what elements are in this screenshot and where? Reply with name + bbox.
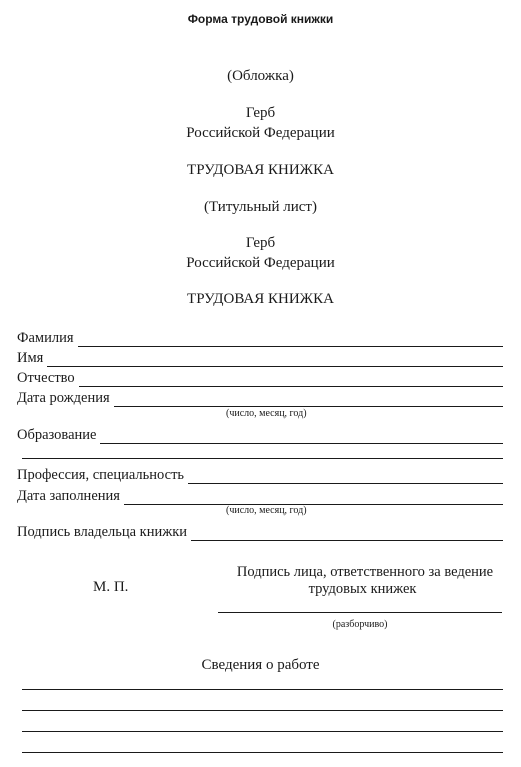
cover-emblem-line2: Российской Федерации [186,125,335,141]
patronymic-label: Отчество [17,370,75,386]
title-page-emblem-line2: Российской Федерации [186,255,335,271]
page-header: Форма трудовой книжки [187,12,334,26]
education-field-line [100,429,503,444]
cover-emblem-line1: Герб [245,105,276,121]
profession-row [17,464,503,484]
stamp-mark: М. П. [93,579,129,595]
work-line-4 [22,752,503,753]
work-section-title: Сведения о работе [201,657,320,673]
surname-row [17,327,503,347]
profession-label: Профессия, специальность [17,467,185,483]
birth-date-field-line [114,392,503,407]
birth-date-hint: (число, месяц, год) [226,408,307,419]
surname-field-line [78,332,504,347]
owner-signature-row [17,521,503,541]
patronymic-field-line [79,372,503,387]
work-line-1 [22,689,503,690]
name-field-line [47,352,503,367]
title-page-caption: (Титульный лист) [204,199,317,215]
work-line-2 [22,710,503,711]
name-row [17,347,503,367]
surname-label: Фамилия [17,330,74,346]
birth-date-label: Дата рождения [17,390,110,406]
responsible-line2: трудовых книжек [308,581,417,597]
birth-date-row [17,387,503,407]
education-row [17,424,503,444]
education-extra-line [22,458,503,459]
cover-title: ТРУДОВАЯ КНИЖКА [187,162,334,178]
owner-signature-field-line [191,526,503,541]
title-page-emblem-line1: Герб [245,235,276,251]
fill-date-field-line [124,490,503,505]
fill-date-hint: (число, месяц, год) [226,505,307,516]
title-page-title: ТРУДОВАЯ КНИЖКА [187,291,334,307]
patronymic-row [17,367,503,387]
cover-caption: (Обложка) [227,68,294,84]
fill-date-label: Дата заполнения [17,488,120,504]
legible-hint: (разборчиво) [332,619,388,630]
work-line-3 [22,731,503,732]
education-label: Образование [17,427,97,443]
owner-signature-label: Подпись владельца книжки [17,524,188,540]
responsible-signature-line [218,612,502,613]
name-label: Имя [17,350,44,366]
fill-date-row [17,485,503,505]
responsible-line1: Подпись лица, ответственного за ведение [236,564,494,580]
profession-field-line [188,469,503,484]
